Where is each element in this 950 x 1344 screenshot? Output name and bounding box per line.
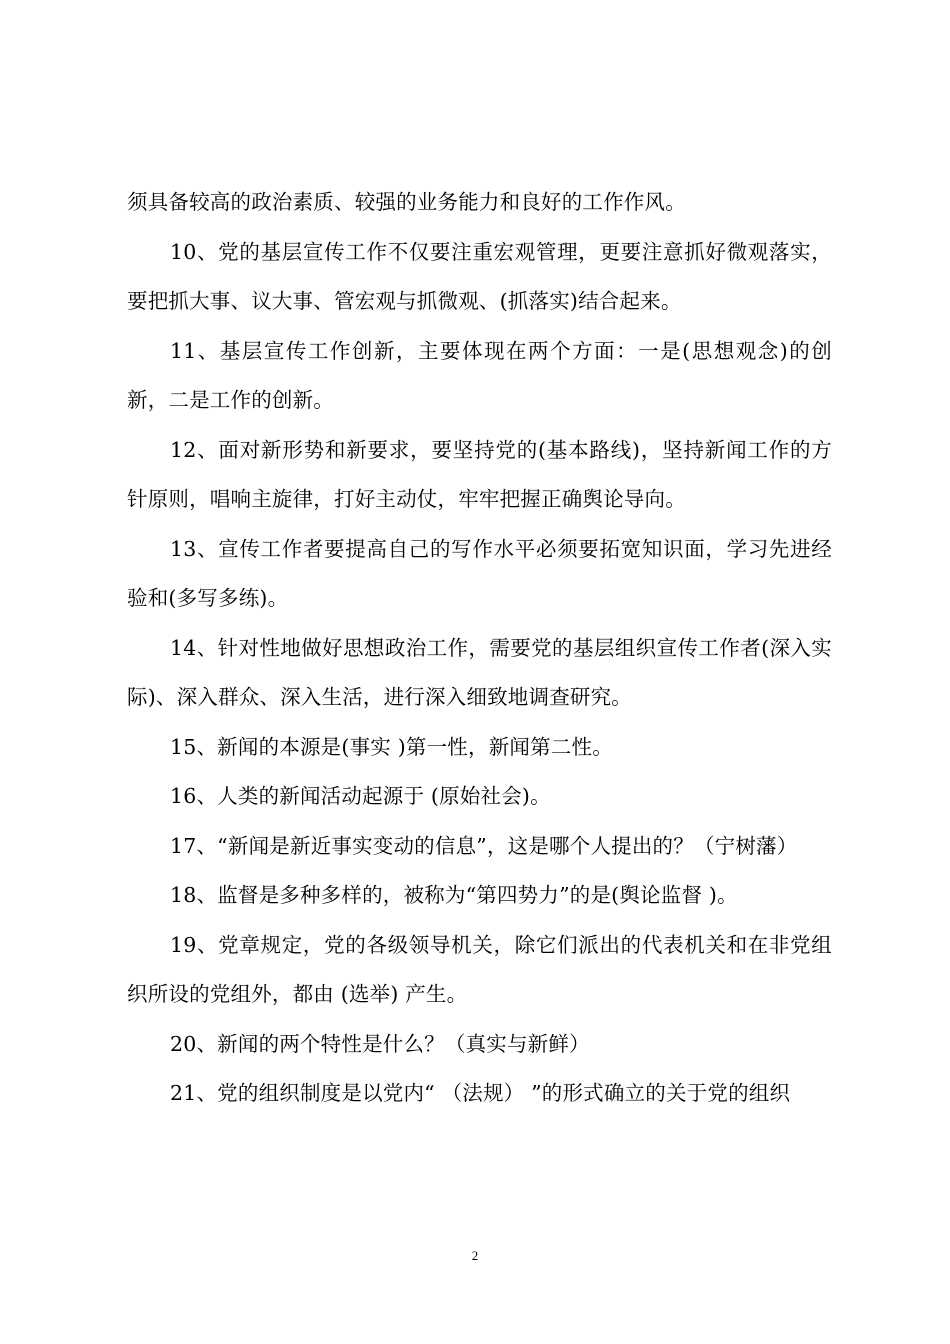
- page-number: 2: [471, 1248, 479, 1263]
- question-item-15: 15、新闻的本源是(事实 )第一性，新闻第二性。: [170, 734, 613, 759]
- question-item-19: 19、党章规定，党的各级领导机关，除它们派出的代表机关和在非党组织所设的党组外，都由 (选举) 产生。: [127, 932, 832, 1006]
- question-item-17: 17、“新闻是新近事实变动的信息”，这是哪个人提出的？（宁树藩）: [170, 833, 798, 858]
- question-item-12: 12、面对新形势和新要求，要坚持党的(基本路线)，坚持新闻工作的方针原则，唱响主旋律，打好主动仗，牢牢把握正确舆论导向。: [127, 437, 832, 511]
- question-item-20: 20、新闻的两个特性是什么？（真实与新鲜）: [170, 1031, 590, 1056]
- document-body: [127, 178, 832, 1119]
- question-item-13: 13、宣传工作者要提高自己的写作水平必须要拓宽知识面，学习先进经验和(多写多练)。: [127, 536, 832, 610]
- question-item-21: 21、党的组织制度是以党内“ （法规） ”的形式确立的关于党的组织: [170, 1081, 791, 1105]
- continuation-paragraph: 须具备较高的政治素质、较强的业务能力和良好的工作作风。: [127, 190, 686, 214]
- question-item-10: 10、党的基层宣传工作不仅要注重宏观管理，更要注意抓好微观落实，要把抓大事、议大事、管宏观与抓微观、(抓落实)结合起来。: [127, 239, 832, 313]
- question-item-11: 11、基层宣传工作创新，主要体现在两个方面：一是(思想观念)的创新，二是工作的创新。: [127, 338, 832, 412]
- question-item-18: 18、监督是多种多样的，被称为“第四势力”的是(舆论监督 )。: [170, 883, 738, 907]
- question-item-16: 16、人类的新闻活动起源于 (原始社会)。: [170, 784, 551, 808]
- question-item-14: 14、针对性地做好思想政治工作，需要党的基层组织宣传工作者(深入实际)、深入群众、深入生活，进行深入细致地调查研究。: [127, 635, 832, 709]
